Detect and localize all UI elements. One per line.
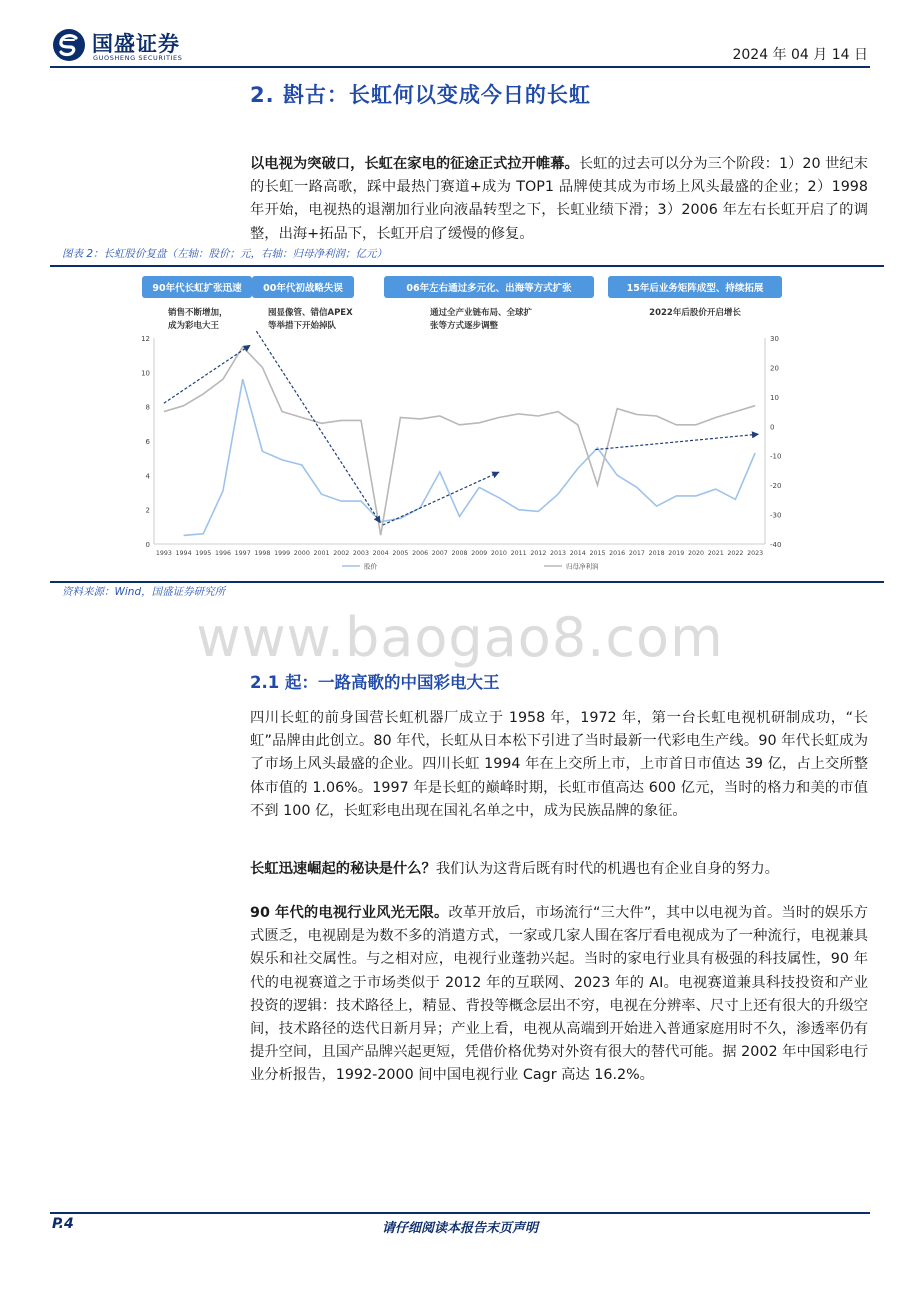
phase-note-3-1: 通过全产业链布局、全球扩 — [430, 308, 533, 318]
footer-divider — [50, 1212, 870, 1214]
left-tick-3: 6 — [145, 438, 150, 446]
intro-text: 长虹的过去可以分为三个阶段：1）20 世纪末的长虹一路高歌，踩中最热门赛道+成为 TOP1 品牌使其成为市场上风头最盛的企业；2）1998 年开始，电视热的退潮加行业向液晶转型之下，长虹业绩下滑；3）2006 年左右长虹开启了的调整，出海+拓品下，长虹开启了缓慢的修复。 — [250, 156, 869, 242]
x-tick-2013: 2013 — [550, 550, 567, 557]
phase-note-4-1: 2022年后股价开启增长 — [649, 308, 741, 318]
section-title: 2. 斟古：长虹何以变成今日的长虹 — [250, 83, 591, 107]
paragraph-history: 四川长虹的前身国营长虹机器厂成立于 1958 年，1972 年，第一台长虹电视机研制成功，“长虹”品牌由此创立。80 年代，长虹从日本松下引进了当时最新一代彩电生产线。90 年代长虹成为了市场上风头最盛的企业。四川长虹 1994 年在上交所上市，上市首日市值达 39 亿，占上交所整体市值的 1.06%。1997 年是长虹的巅峰时期，长虹市值高达 600 亿元，当时的格力和美的市值不到 100 亿，长虹彩电出现在国礼名单之中，成为民族品牌的象征。 — [250, 710, 868, 819]
phase-label-4: 15年后业务矩阵成型、持续拓展 — [626, 283, 764, 294]
x-tick-2009: 2009 — [471, 550, 488, 557]
watermark-text: www.baogao8.com — [196, 606, 724, 669]
x-tick-2002: 2002 — [333, 550, 350, 557]
x-tick-2016: 2016 — [609, 550, 626, 557]
x-tick-2015: 2015 — [589, 550, 606, 557]
phase-note-1-2: 成为彩电大王 — [168, 321, 220, 331]
right-tick-2: -20 — [770, 482, 782, 491]
right-tick-7: 30 — [770, 335, 779, 343]
question-bold: 长虹迅速崛起的秘诀是什么？ — [250, 861, 436, 877]
phase-note-2-2: 等举措下开始掉队 — [268, 321, 337, 331]
logo-english-name: GUOSHENG SECURITIES — [93, 54, 183, 62]
x-tick-1996: 1996 — [214, 550, 231, 557]
subsection-title: 2.1 起：一路高歌的中国彩电大王 — [250, 673, 500, 692]
x-tick-2023: 2023 — [747, 550, 764, 557]
x-tick-2006: 2006 — [412, 550, 429, 557]
paragraph-tv-industry — [250, 902, 868, 1088]
x-tick-1995: 1995 — [195, 550, 212, 557]
left-tick-0: 0 — [145, 541, 150, 549]
question-text: 我们认为这背后既有时代的机遇也有企业自身的努力。 — [435, 861, 779, 877]
x-tick-1998: 1998 — [254, 550, 271, 557]
right-tick-6: 20 — [770, 364, 779, 373]
intro-bold-lead: 以电视为突破口，长虹在家电的征途正式拉开帷幕。 — [250, 156, 579, 172]
x-tick-2008: 2008 — [451, 550, 468, 557]
figure-caption: 图表 2：长虹股价复盘（左轴：股价；元，右轴：归母净利润；亿元） — [62, 248, 388, 260]
x-tick-2020: 2020 — [688, 550, 705, 557]
left-tick-5: 10 — [141, 369, 150, 378]
right-tick-3: -10 — [770, 452, 782, 461]
page-number: P.4 — [52, 1216, 74, 1232]
x-tick-2012: 2012 — [530, 550, 547, 557]
phase-label-1: 90年代长虹扩张迅速 — [152, 283, 242, 294]
x-tick-2007: 2007 — [431, 550, 448, 557]
figure-top-rule — [50, 265, 884, 267]
x-tick-2014: 2014 — [569, 550, 586, 557]
tv-industry-text: 改革开放后，市场流行“三大件”，其中以电视为首。当时的娱乐方式匮乏，电视剧是为数不多的消遣方式，一家或几家人围在客厅看电视成为了一种流行，电视兼具娱乐和社交属性。与之相对应，电视行业蓬勃兴起。当时的家电行业具有极强的科技属性，90 年代的电视赛道之于市场类似于 2012 年的互联网、2023 年的 AI。电视赛道兼具科技投资和产业投资的逻辑：技术路径上，精显、背投等概念层出不穷，电视在分辨率、尺寸上还有很大的升级空间，技术路径的迭代日新月异；产业上看，电视从高端到开始进入普通家庭用时不久，渗透率仍有提升空间，且国产品牌兴起更短，凭借价格优势对外资有很大的替代可能。据 2002 年中国彩电行业分析报告，1992-2000 间中国电视行业 Cagr 高达 16.2%。 — [250, 905, 869, 1084]
x-tick-2010: 2010 — [490, 550, 507, 557]
right-tick-5: 10 — [770, 393, 779, 402]
right-tick-0: -40 — [770, 541, 782, 549]
paragraph-question — [250, 858, 868, 881]
series-line-net-profit — [164, 347, 755, 535]
x-tick-2019: 2019 — [668, 550, 685, 557]
x-tick-1999: 1999 — [274, 550, 291, 557]
left-tick-1: 2 — [145, 506, 150, 515]
figure-source: 资料来源：Wind，国盛证券研究所 — [62, 586, 226, 598]
phase-note-1-1: 销售不断增加， — [168, 308, 228, 318]
x-tick-2017: 2017 — [628, 550, 645, 557]
figure-bottom-rule — [50, 581, 884, 583]
series-line-stock-price — [184, 379, 756, 535]
x-tick-2018: 2018 — [648, 550, 665, 557]
left-tick-6: 12 — [141, 335, 150, 343]
x-tick-2001: 2001 — [313, 550, 330, 557]
x-tick-2011: 2011 — [510, 550, 527, 557]
x-tick-1994: 1994 — [175, 550, 192, 557]
phase-note-2-1: 囤显像管、错信APEX — [268, 308, 353, 318]
right-tick-4: 0 — [770, 423, 775, 432]
phase-note-3-2: 张等方式逐步调整 — [430, 321, 499, 331]
logo-chinese-name: 国盛证券 — [92, 32, 180, 56]
stock-price-chart — [132, 268, 784, 578]
x-tick-2000: 2000 — [293, 550, 310, 557]
x-tick-2005: 2005 — [392, 550, 409, 557]
x-tick-2022: 2022 — [727, 550, 744, 557]
legend-label-net-profit: 归母净利润 — [566, 562, 599, 571]
x-tick-2003: 2003 — [352, 550, 369, 557]
x-tick-1993: 1993 — [155, 550, 172, 557]
section-intro-paragraph — [250, 153, 868, 246]
right-tick-1: -30 — [770, 511, 782, 520]
left-tick-2: 4 — [145, 472, 150, 481]
legend-label-stock-price: 股价 — [364, 562, 377, 571]
left-tick-4: 8 — [145, 403, 150, 412]
x-tick-2004: 2004 — [372, 550, 389, 557]
footer-disclaimer: 请仔细阅读本报告末页声明 — [381, 1221, 538, 1236]
x-tick-1997: 1997 — [234, 550, 251, 557]
trend-arrow-expansion — [595, 434, 759, 449]
logo-mark-icon — [52, 28, 86, 62]
phase-label-3: 06年左右通过多元化、出海等方式扩张 — [406, 283, 572, 294]
header-divider — [50, 66, 870, 68]
trend-arrow-recovery — [383, 472, 500, 525]
company-logo — [52, 24, 192, 64]
phase-label-2: 00年代初战略失误 — [263, 283, 343, 294]
x-tick-2021: 2021 — [707, 550, 724, 557]
report-date: 2024 年 04 月 14 日 — [732, 47, 868, 63]
tv-industry-bold: 90 年代的电视行业风光无限。 — [250, 905, 449, 921]
